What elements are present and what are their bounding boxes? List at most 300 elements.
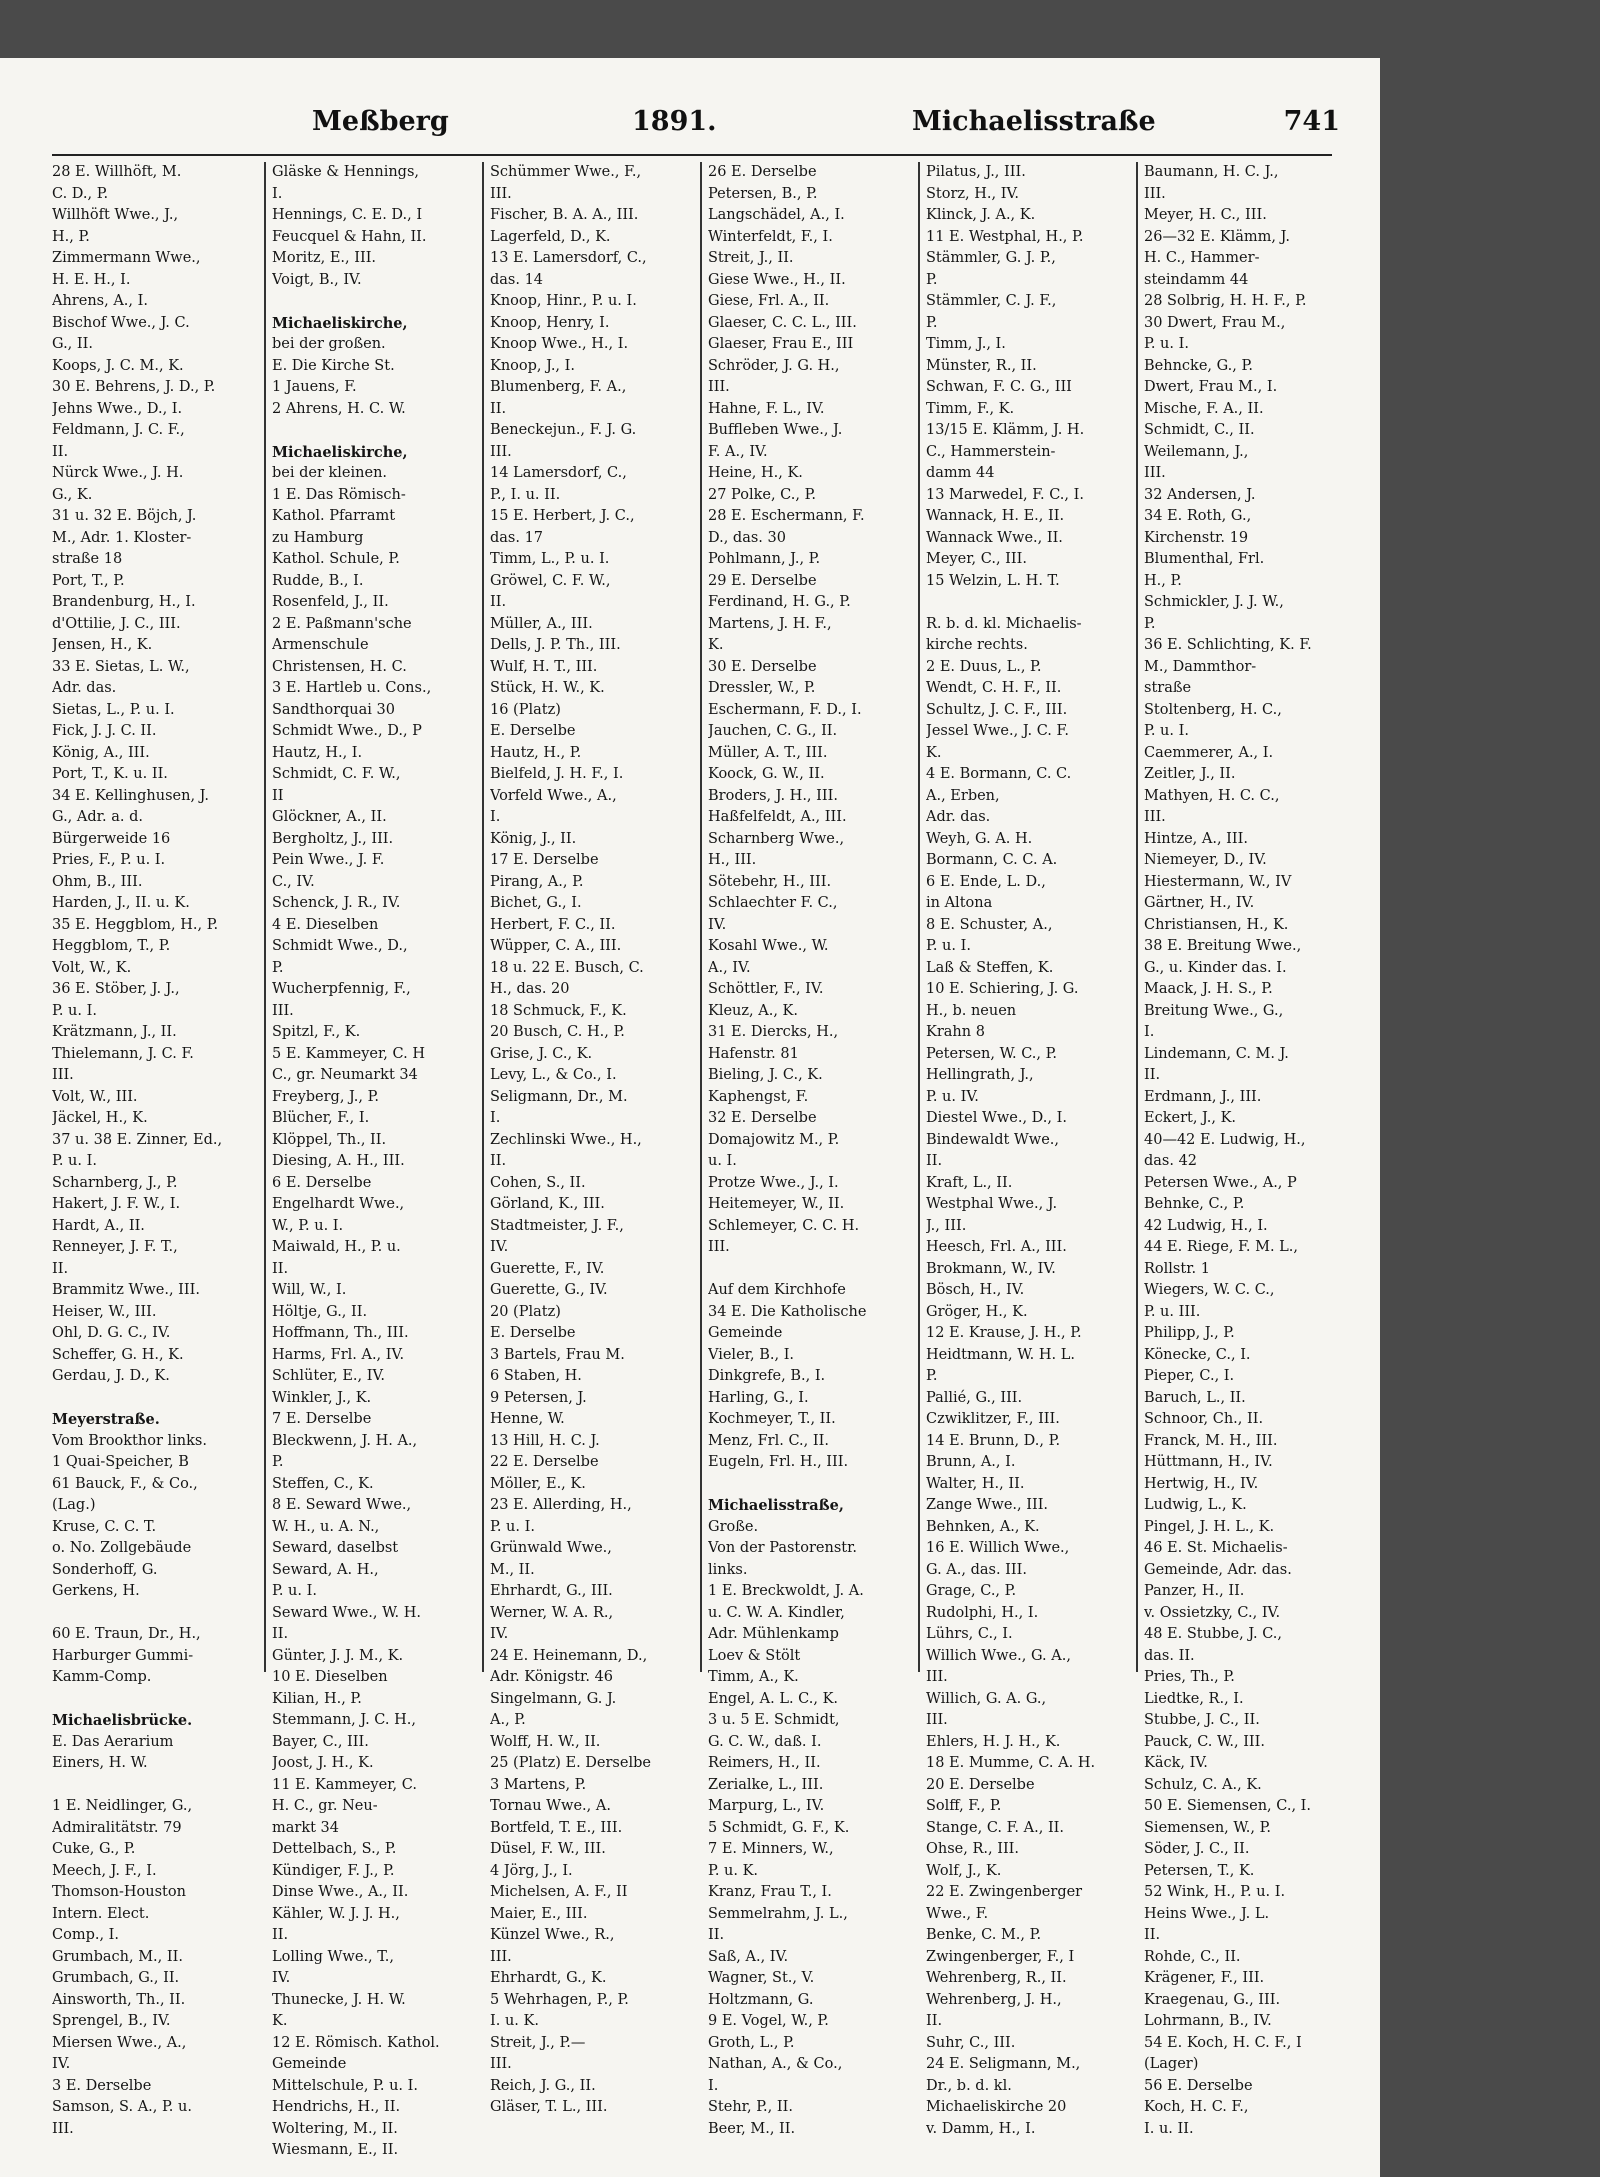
directory-line: Pilatus, J., III.	[926, 164, 1026, 180]
directory-line: Koops, J. C. M., K.	[52, 357, 184, 374]
directory-line: I.	[708, 2077, 719, 2094]
directory-line: Zwingenberger, F., I	[926, 1948, 1075, 1965]
directory-line: Niemeyer, D., IV.	[1144, 852, 1267, 868]
directory-line: 38 E. Breitung Wwe.,	[1144, 938, 1302, 954]
directory-line: Görland, K., III.	[490, 1196, 605, 1212]
directory-line: Thomson-Houston	[52, 1884, 186, 1900]
directory-line: Intern. Elect.	[52, 1905, 150, 1922]
directory-line: Nürck Wwe., J. H.	[52, 465, 184, 481]
directory-line: 30 E. Behrens, J. D., P.	[52, 379, 216, 395]
directory-line: 10 E. Dieselben	[272, 1669, 388, 1685]
directory-line: Beneckejun., F. J. G.	[490, 422, 637, 438]
directory-line: 30 Dwert, Frau M.,	[1144, 314, 1286, 331]
directory-line: Giese Wwe., H., II.	[708, 271, 846, 288]
directory-line: straße	[1144, 680, 1192, 696]
directory-line: 9 Petersen, J.	[490, 1389, 587, 1406]
directory-line: 3 E. Hartleb u. Cons.,	[272, 680, 432, 696]
directory-line: Pries, F., P. u. I.	[52, 852, 166, 868]
directory-line: Engelhardt Wwe.,	[272, 1196, 405, 1212]
column-3	[490, 162, 695, 2119]
directory-line: Gröwel, C. F. W.,	[490, 572, 611, 589]
directory-line: bei der großen.	[272, 336, 386, 352]
directory-line: 7 E. Derselbe	[272, 1411, 372, 1427]
directory-line: Suhr, C., III.	[926, 2034, 1016, 2051]
directory-line: Cuke, G., P.	[52, 1841, 136, 1857]
directory-line: Stämmler, C. J. F.,	[926, 293, 1057, 309]
directory-line: Volt, W., III.	[52, 1088, 138, 1105]
directory-line: das. 42	[1144, 1153, 1198, 1169]
directory-line: Willich Wwe., G. A.,	[926, 1647, 1071, 1664]
directory-line: Czwiklitzer, F., III.	[926, 1411, 1060, 1427]
directory-line: Meyer, H. C., III.	[1144, 207, 1267, 223]
directory-line: Ohse, R., III.	[926, 1841, 1020, 1857]
directory-line: 6 Staben, H.	[490, 1368, 582, 1384]
directory-line: Hüttmann, H., IV.	[1144, 1454, 1273, 1470]
directory-page	[0, 58, 1380, 2177]
directory-line: Koch, H. C. F.,	[1144, 2099, 1249, 2115]
directory-line: 11 E. Westphal, H., P.	[926, 228, 1084, 245]
directory-line: Harms, Frl. A., IV.	[272, 1346, 405, 1363]
directory-line: D., das. 30	[708, 529, 786, 546]
directory-line: Wwe., F.	[926, 1905, 989, 1922]
directory-line: H. C., Hammer-	[1144, 250, 1260, 266]
directory-line: Rollstr. 1	[1144, 1260, 1210, 1277]
directory-line: 36 E. Stöber, J. J.,	[52, 981, 180, 997]
directory-line: Adr. das.	[52, 680, 117, 696]
directory-line: Pallié, G., III.	[926, 1389, 1023, 1406]
directory-line: Bielfeld, J. H. F., I.	[490, 766, 624, 782]
directory-line: Pieper, C., I.	[1144, 1368, 1235, 1384]
directory-line: 7 E. Minners, W.,	[708, 1841, 834, 1857]
directory-line: F. A., IV.	[708, 443, 768, 460]
directory-line: 5 E. Kammeyer, C. H	[272, 1045, 425, 1062]
directory-line: Pauck, C. W., III.	[1144, 1733, 1265, 1750]
directory-line: Woltering, M., II.	[272, 2120, 398, 2137]
directory-line: Brunn, A., I.	[926, 1454, 1016, 1470]
directory-line: Schmickler, J. J. W.,	[1144, 594, 1284, 610]
directory-line: Christensen, H. C.	[272, 658, 407, 675]
directory-line: 13/15 E. Klämm, J. H.	[926, 422, 1085, 438]
directory-line: Bleckwenn, J. H. A.,	[272, 1432, 418, 1449]
directory-line: Wiegers, W. C. C.,	[1144, 1282, 1275, 1298]
directory-line: Heidtmann, W. H. L.	[926, 1346, 1075, 1363]
directory-line: Künzel Wwe., R.,	[490, 1927, 615, 1943]
directory-line: Petersen, B., P.	[708, 185, 818, 202]
directory-line: Koock, G. W., II.	[708, 766, 825, 782]
directory-line: C. D., P.	[52, 185, 109, 202]
directory-line: Renneyer, J. F. T.,	[52, 1239, 178, 1255]
directory-line: Jessel Wwe., J. C. F.	[926, 723, 1069, 739]
directory-line: Stehr, P., II.	[708, 2099, 793, 2115]
directory-line: 26—32 E. Klämm, J.	[1144, 228, 1290, 245]
directory-line: II.	[926, 2013, 943, 2029]
directory-line: Zerialke, L., III.	[708, 1776, 824, 1793]
directory-line: Pries, Th., P.	[1144, 1669, 1235, 1685]
directory-line: Timm, A., K.	[708, 1669, 799, 1685]
directory-line: Hintze, A., III.	[1144, 830, 1248, 847]
directory-line: M., Adr. 1. Kloster-	[52, 529, 192, 546]
directory-line: IV.	[490, 1626, 509, 1642]
directory-line: Wannack Wwe., II.	[926, 529, 1063, 546]
directory-line: Steffen, C., K.	[272, 1475, 374, 1492]
directory-line: Hakert, J. F. W., I.	[52, 1196, 181, 1212]
directory-line: Heesch, Frl. A., III.	[926, 1239, 1067, 1255]
directory-line: P. u. III.	[1144, 1303, 1201, 1320]
directory-line: steindamm 44	[1144, 271, 1249, 288]
directory-line: Thielemann, J. C. F.	[52, 1045, 194, 1062]
directory-line: III.	[52, 2120, 74, 2137]
directory-line: 18 E. Mumme, C. A. H.	[926, 1755, 1096, 1771]
directory-line: H., b. neuen	[926, 1002, 1017, 1019]
directory-line: Bindewaldt Wwe.,	[926, 1131, 1060, 1148]
directory-line: 17 E. Derselbe	[490, 852, 599, 868]
directory-line: Münster, R., II.	[926, 357, 1037, 374]
directory-line: Moritz, E., III.	[272, 250, 377, 266]
directory-line: Harden, J., II. u. K.	[52, 895, 190, 911]
directory-line: Scharnberg Wwe.,	[708, 830, 845, 847]
directory-line: Weilemann, J.,	[1144, 443, 1249, 460]
directory-line: P. u. I.	[52, 1153, 97, 1169]
directory-line: 35 E. Heggblom, H., P.	[52, 916, 219, 933]
directory-line: Wehrenberg, J. H.,	[926, 1991, 1062, 2008]
directory-line: das. II.	[1144, 1647, 1195, 1664]
directory-line: E. Das Aerarium	[52, 1733, 174, 1750]
directory-line: Adr. das.	[926, 809, 991, 825]
directory-line: P.	[926, 271, 938, 288]
directory-line: Ahrens, A., I.	[52, 293, 148, 309]
directory-line: Zeitler, J., II.	[1144, 766, 1236, 782]
directory-line: Kirchenstr. 19	[1144, 529, 1249, 546]
directory-line: Fischer, B. A. A., III.	[490, 207, 639, 223]
directory-line: 60 E. Traun, Dr., H.,	[52, 1626, 201, 1642]
directory-line: Gemeinde	[708, 1325, 783, 1341]
directory-line: Timm, L., P. u. I.	[490, 551, 610, 567]
directory-line: E. Derselbe	[490, 723, 576, 739]
directory-line: Michaeliskirche,	[272, 443, 408, 461]
directory-line: Ohl, D. G. C., IV.	[52, 1325, 171, 1341]
directory-line: Blumenberg, F. A.,	[490, 379, 627, 395]
directory-line: Schlemeyer, C. C. H.	[708, 1217, 860, 1234]
directory-line: P. u. IV.	[926, 1088, 979, 1105]
directory-line: Wendt, C. H. F., II.	[926, 680, 1062, 696]
directory-line: III.	[272, 1002, 294, 1019]
directory-line: Wolf, J., K.	[926, 1862, 1002, 1879]
directory-line: Martens, J. H. F.,	[708, 615, 832, 632]
directory-line: Bösch, H., IV.	[926, 1282, 1025, 1298]
directory-line: P.	[1144, 615, 1156, 632]
directory-line: 54 E. Koch, H. C. F., I	[1144, 2034, 1302, 2051]
directory-line: Kündiger, F. J., P.	[272, 1862, 395, 1879]
directory-line: 37 u. 38 E. Zinner, Ed.,	[52, 1131, 223, 1148]
directory-line: Petersen Wwe., A., P	[1144, 1174, 1297, 1191]
directory-line: bei der kleinen.	[272, 465, 388, 481]
directory-line: Breitung Wwe., G.,	[1144, 1002, 1284, 1019]
directory-line: 31 E. Diercks, H.,	[708, 1024, 839, 1040]
directory-line: Dr., b. d. kl.	[926, 2077, 1012, 2094]
directory-line: III.	[926, 1669, 948, 1685]
directory-line: Ehrhardt, G., III.	[490, 1583, 613, 1599]
directory-line: Rohde, C., II.	[1144, 1948, 1241, 1965]
directory-line: Schümmer Wwe., F.,	[490, 164, 642, 180]
directory-line: Erdmann, J., III.	[1144, 1088, 1262, 1105]
directory-line: Reimers, H., II.	[708, 1755, 821, 1771]
directory-line: 6 E. Ende, L. D.,	[926, 873, 1046, 890]
directory-line: 28 E. Willhöft, M.	[52, 164, 182, 180]
directory-line: Panzer, H., II.	[1144, 1583, 1245, 1599]
directory-line: Stubbe, J. C., II.	[1144, 1712, 1260, 1728]
directory-line: Bichet, G., I.	[490, 895, 582, 911]
directory-line	[52, 1603, 257, 1625]
directory-line: Baruch, L., II.	[1144, 1389, 1246, 1406]
directory-line: 10 E. Schiering, J. G.	[926, 981, 1079, 997]
directory-line: kirche rechts.	[926, 637, 1028, 653]
directory-line: Kamm-Comp.	[52, 1669, 152, 1685]
directory-line: Müller, A., III.	[490, 615, 593, 632]
directory-line: Große.	[708, 1518, 759, 1535]
directory-line: Pirang, A., P.	[490, 873, 584, 890]
directory-line: Seward, A. H.,	[272, 1561, 379, 1578]
directory-line: 1 Quai-Speicher, B	[52, 1454, 189, 1470]
directory-line: 2 E. Paßmann'sche	[272, 615, 412, 632]
directory-line: Eckert, J., K.	[1144, 1110, 1237, 1126]
directory-line: Heitemeyer, W., II.	[708, 1196, 845, 1212]
directory-line: Schöttler, F., IV.	[708, 981, 824, 997]
directory-line: Maack, J. H. S., P.	[1144, 981, 1273, 997]
directory-line: P. u. I.	[490, 1518, 535, 1535]
directory-line: W. H., u. A. N.,	[272, 1518, 380, 1535]
directory-line: Schmidt Wwe., D.,	[272, 938, 408, 954]
directory-line: 20 (Platz)	[490, 1303, 561, 1320]
directory-line: Feldmann, J. C. F.,	[52, 422, 185, 438]
directory-line: Reich, J. G., II.	[490, 2077, 596, 2094]
directory-line: 34 E. Die Katholische	[708, 1303, 867, 1320]
directory-line: I. u. K.	[490, 2013, 539, 2029]
directory-line: Comp., I.	[52, 1927, 120, 1943]
directory-line: Hahne, F. L., IV.	[708, 400, 825, 417]
directory-line: Mittelschule, P. u. I.	[272, 2077, 418, 2094]
directory-line: 22 E. Derselbe	[490, 1454, 599, 1470]
directory-line: 44 E. Riege, F. M. L.,	[1144, 1239, 1299, 1255]
directory-line: Benke, C. M., P.	[926, 1927, 1042, 1943]
directory-line: 8 E. Seward Wwe.,	[272, 1497, 412, 1513]
directory-line: G., II.	[52, 336, 93, 352]
directory-line: I.	[1144, 1024, 1155, 1040]
directory-line: Mathyen, H. C. C.,	[1144, 787, 1280, 804]
directory-line: Holtzmann, G.	[708, 1991, 814, 2008]
directory-line: Eugeln, Frl. H., III.	[708, 1454, 849, 1470]
directory-line: Diesing, A. H., III.	[272, 1153, 405, 1169]
directory-line: Caemmerer, A., I.	[1144, 744, 1274, 761]
directory-line: Klinck, J. A., K.	[926, 207, 1036, 223]
directory-line: 5 Wehrhagen, P., P.	[490, 1991, 629, 2008]
directory-line: Timm, J., I.	[926, 336, 1006, 352]
directory-line: Giese, Frl. A., II.	[708, 293, 830, 309]
directory-line: Krahn 8	[926, 1024, 985, 1040]
directory-line: Petersen, T., K.	[1144, 1862, 1255, 1879]
directory-line: 48 E. Stubbe, J. C.,	[1144, 1626, 1283, 1642]
directory-line: König, A., III.	[52, 744, 150, 761]
directory-line: K.	[272, 2013, 288, 2029]
header-left-street: Meßberg	[312, 106, 449, 137]
directory-line: 29 E. Derselbe	[708, 572, 817, 589]
directory-line: Gemeinde	[272, 2056, 347, 2072]
directory-line: Kochmeyer, T., II.	[708, 1411, 836, 1427]
directory-line: 13 Hill, H. C. J.	[490, 1432, 600, 1449]
directory-line: Diestel Wwe., D., I.	[926, 1110, 1067, 1126]
directory-line: G., u. Kinder das. I.	[1144, 959, 1287, 976]
directory-line: Wüpper, C. A., III.	[490, 938, 622, 954]
directory-line: 3 Martens, P.	[490, 1776, 587, 1793]
directory-line: 13 E. Lamersdorf, C.,	[490, 250, 647, 266]
directory-line: III.	[490, 443, 512, 460]
directory-line: II.	[490, 594, 507, 610]
directory-line: Heiser, W., III.	[52, 1303, 157, 1320]
directory-line: 22 E. Zwingenberger	[926, 1884, 1083, 1900]
column-divider	[264, 162, 266, 1672]
directory-line: II	[272, 787, 284, 804]
directory-line: II.	[490, 400, 507, 417]
directory-line: Hardt, A., II.	[52, 1217, 145, 1234]
column-1	[52, 162, 257, 2140]
directory-line: Brokmann, W., IV.	[926, 1260, 1056, 1277]
directory-line: Jäckel, H., K.	[52, 1110, 148, 1126]
directory-line: 8 E. Schuster, A.,	[926, 916, 1053, 933]
directory-line: Vieler, B., I.	[708, 1346, 795, 1363]
directory-line: Weyh, G. A. H.	[926, 830, 1033, 847]
directory-line: Dinkgrefe, B., I.	[708, 1368, 826, 1384]
column-2	[272, 162, 477, 2162]
directory-line: Glöckner, A., II.	[272, 809, 387, 825]
directory-line: Kraft, L., II.	[926, 1174, 1013, 1191]
directory-line: 1 E. Neidlinger, G.,	[52, 1798, 193, 1814]
directory-line: Port, T., K. u. II.	[52, 766, 168, 782]
directory-line: Söder, J. C., II.	[1144, 1841, 1250, 1857]
directory-line: Schenck, J. R., IV.	[272, 895, 401, 911]
directory-line: Schmidt, C. F. W.,	[272, 766, 401, 782]
directory-line: Petersen, W. C., P.	[926, 1045, 1058, 1062]
directory-line: (Lager)	[1144, 2056, 1199, 2072]
directory-line: (Lag.)	[52, 1497, 96, 1513]
directory-line: 5 Schmidt, G. F., K.	[708, 1819, 850, 1836]
directory-line: Miersen Wwe., A.,	[52, 2034, 187, 2051]
directory-line: Blücher, F., I.	[272, 1110, 370, 1126]
directory-line: Zange Wwe., III.	[926, 1497, 1049, 1513]
directory-line: Sötebehr, H., III.	[708, 873, 832, 890]
directory-line: E. Die Kirche St.	[272, 357, 395, 374]
directory-line: Baumann, H. C. J.,	[1144, 164, 1279, 180]
header-rule	[52, 154, 1332, 156]
directory-line: König, J., II.	[490, 830, 577, 847]
directory-line: Grumbach, M., II.	[52, 1948, 183, 1965]
directory-line: Dells, J. P. Th., III.	[490, 637, 621, 653]
directory-line: Spitzl, F., K.	[272, 1024, 361, 1040]
directory-line: Port, T., P.	[52, 572, 125, 589]
directory-line: Knoop Wwe., H., I.	[490, 336, 629, 352]
directory-line	[708, 1474, 913, 1496]
directory-line: Stemmann, J. C. H.,	[272, 1712, 416, 1728]
directory-line: Kilian, H., P.	[272, 1690, 362, 1707]
directory-line: III.	[1144, 185, 1166, 202]
directory-line: J., III.	[926, 1217, 967, 1234]
directory-line: 18 u. 22 E. Busch, C.	[490, 959, 644, 976]
directory-line: Sonderhoff, G.	[52, 1561, 158, 1578]
directory-line: Vom Brookthor links.	[52, 1432, 207, 1449]
column-5	[926, 162, 1131, 2140]
directory-line: Semmelrahm, J. L.,	[708, 1905, 848, 1922]
directory-line: Bischof Wwe., J. C.	[52, 314, 190, 331]
directory-line: Hautz, H., P.	[490, 744, 582, 761]
directory-line: Levy, L., & Co., I.	[490, 1067, 617, 1083]
directory-line: Einers, H. W.	[52, 1755, 148, 1771]
directory-line: Kleuz, A., K.	[708, 1002, 798, 1019]
directory-line: Guerette, F., IV.	[490, 1260, 605, 1277]
directory-line: Guerette, G., IV.	[490, 1282, 608, 1298]
directory-line: 24 E. Heinemann, D.,	[490, 1647, 648, 1664]
directory-line: Gläser, T. L., III.	[490, 2099, 608, 2115]
page-header	[52, 106, 1340, 150]
directory-line: Rudolphi, H., I.	[926, 1604, 1039, 1621]
directory-line: 16 E. Willich Wwe.,	[926, 1540, 1070, 1556]
directory-line: Winterfeldt, F., I.	[708, 228, 833, 245]
directory-line: damm 44	[926, 465, 995, 481]
directory-line: G., K.	[52, 486, 93, 503]
directory-line: Schmidt, C., II.	[1144, 422, 1255, 438]
directory-line: 34 E. Roth, G.,	[1144, 508, 1252, 524]
directory-line: Kosahl Wwe., W.	[708, 938, 829, 954]
directory-line: 56 E. Derselbe	[1144, 2077, 1253, 2094]
directory-line: 3 E. Derselbe	[52, 2077, 152, 2094]
directory-line: M., Dammthor-	[1144, 658, 1257, 675]
directory-line: 1 E. Breckwoldt, J. A.	[708, 1583, 864, 1599]
directory-line: Wiesmann, E., II.	[272, 2142, 399, 2158]
directory-line: Pingel, J. H. L., K.	[1144, 1518, 1275, 1535]
directory-line: II.	[272, 1260, 289, 1277]
directory-line: K.	[708, 637, 724, 653]
directory-line: 23 E. Allerding, H.,	[490, 1497, 632, 1513]
directory-line: Westphal Wwe., J.	[926, 1196, 1058, 1212]
directory-line: Michaelisbrücke.	[52, 1712, 193, 1729]
directory-line: Thunecke, J. H. W.	[272, 1991, 406, 2008]
directory-line: Gemeinde, Adr. das.	[1144, 1561, 1292, 1578]
directory-line: 24 E. Seligmann, M.,	[926, 2056, 1081, 2072]
directory-line: Günter, J. J. M., K.	[272, 1647, 404, 1664]
directory-line: 34 E. Kellinghusen, J.	[52, 787, 209, 804]
directory-line: IV.	[708, 916, 727, 933]
directory-line: Cohen, S., II.	[490, 1174, 586, 1191]
directory-line: III.	[490, 185, 512, 202]
directory-line: Schultz, J. C. F., III.	[926, 701, 1068, 718]
directory-line: Schlüter, E., IV.	[272, 1368, 386, 1384]
directory-line: Stadtmeister, J. F.,	[490, 1217, 624, 1234]
directory-line: II.	[1144, 1927, 1161, 1943]
directory-line: Vorfeld Wwe., A.,	[490, 787, 617, 804]
directory-line: Pohlmann, J., P.	[708, 551, 821, 567]
directory-line: Franck, M. H., III.	[1144, 1432, 1278, 1449]
directory-line: Lagerfeld, D., K.	[490, 228, 611, 245]
directory-line: Schröder, J. G. H.,	[708, 357, 840, 374]
directory-line: Ohm, B., III.	[52, 873, 143, 890]
directory-line: C., IV.	[272, 873, 315, 890]
directory-line: I.	[272, 185, 283, 202]
directory-line: Meyer, C., III.	[926, 551, 1027, 567]
directory-line: II.	[52, 1260, 69, 1277]
directory-line: Scheffer, G. H., K.	[52, 1346, 184, 1363]
directory-line: 4 E. Dieselben	[272, 916, 379, 933]
directory-line: IV.	[490, 1239, 509, 1255]
directory-line: Schulz, C. A., K.	[1144, 1776, 1262, 1793]
directory-line: H., P.	[1144, 572, 1182, 589]
directory-line: Gärtner, H., IV.	[1144, 895, 1255, 911]
